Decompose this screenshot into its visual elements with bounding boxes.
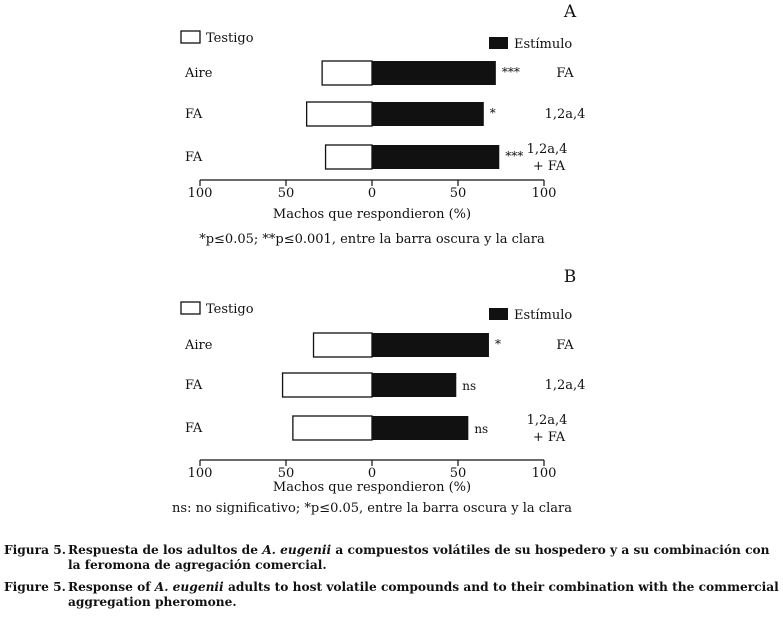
x-tick-label: 100 (187, 466, 213, 481)
row-left-label: FA (185, 421, 203, 436)
x-tick-label: 50 (449, 186, 467, 201)
x-tick-label: 50 (449, 466, 467, 481)
x-axis-title: Machos que respondieron (%) (272, 480, 472, 495)
chart-panel-a (181, 2, 585, 247)
caption-spanish-text-pre: Respuesta de los adultos de (68, 543, 263, 557)
row-left-label: Aire (185, 66, 213, 81)
significance-label: *** (501, 65, 520, 79)
row-right-label: 1,2a,4 (544, 378, 586, 393)
caption-spanish-label: Figura 5. (4, 543, 66, 557)
significance-note: ns: no significativo; *p≤0.05, entre la barra oscura y la clara (172, 501, 572, 516)
legend-treatment-swatch (489, 308, 508, 320)
row-right-label: 1,2a,4 (526, 413, 568, 428)
panel-letter: A (563, 2, 577, 22)
significance-label: ns (474, 422, 489, 436)
row-left-label: Aire (185, 338, 213, 353)
legend-control-swatch (181, 302, 200, 314)
significance-label: * (494, 337, 501, 351)
panel-letter: B (563, 267, 577, 287)
row-right-label: FA (556, 338, 574, 353)
significance-note: *p≤0.05; **p≤0.001, entre la barra oscura y la clara (199, 232, 545, 247)
x-tick-label: 100 (531, 186, 557, 201)
bar-estimulo (372, 102, 484, 126)
row-right-label: + FA (532, 159, 566, 174)
bar-testigo (293, 416, 372, 440)
caption-english-label: Figure 5. (4, 580, 66, 594)
caption-spanish-text-post: a compuestos volátiles de su hospedero y a su combinación con la feromona de agregación comercial. (68, 543, 770, 572)
row-right-label: 1,2a,4 (526, 142, 568, 157)
row-left-label: FA (185, 150, 203, 165)
legend-control-swatch (181, 31, 200, 43)
bar-testigo (322, 61, 372, 85)
row-right-label: + FA (532, 430, 566, 445)
bar-estimulo (372, 416, 468, 440)
caption-english-text-post: adults to host volatile compounds and to their combination with the commercial aggregation pheromone. (68, 580, 779, 609)
row-left-label: FA (185, 107, 203, 122)
x-tick-label: 50 (277, 466, 295, 481)
bar-testigo (307, 102, 372, 126)
x-tick-label: 100 (187, 186, 213, 201)
bar-estimulo (372, 145, 499, 169)
caption-english-species: A. eugenii (154, 580, 224, 594)
x-tick-label: 0 (367, 186, 377, 201)
x-axis-title: Machos que respondieron (%) (272, 207, 472, 222)
significance-label: *** (505, 149, 524, 163)
bar-estimulo (372, 373, 456, 397)
row-right-label: 1,2a,4 (544, 107, 586, 122)
chart-panel-b (172, 267, 585, 516)
x-tick-label: 50 (277, 186, 295, 201)
x-tick-label: 100 (531, 466, 557, 481)
legend-control-label: Testigo (206, 31, 254, 46)
legend-treatment-label: Estímulo (514, 308, 573, 323)
bar-estimulo (372, 61, 496, 85)
caption-english-text-pre: Response of (68, 580, 155, 594)
bar-testigo (283, 373, 372, 397)
legend-treatment-label: Estímulo (514, 37, 573, 52)
significance-label: * (489, 106, 496, 120)
legend-treatment-swatch (489, 37, 508, 49)
row-left-label: FA (185, 378, 203, 393)
significance-label: ns (462, 379, 477, 393)
caption-english (4, 580, 780, 610)
caption-spanish (4, 543, 780, 573)
bar-testigo (314, 333, 372, 357)
caption-spanish-species: A. eugenii (262, 543, 332, 557)
legend-control-label: Testigo (206, 302, 254, 317)
x-tick-label: 0 (367, 466, 377, 481)
bar-testigo (326, 145, 372, 169)
row-right-label: FA (556, 66, 574, 81)
bar-estimulo (372, 333, 489, 357)
